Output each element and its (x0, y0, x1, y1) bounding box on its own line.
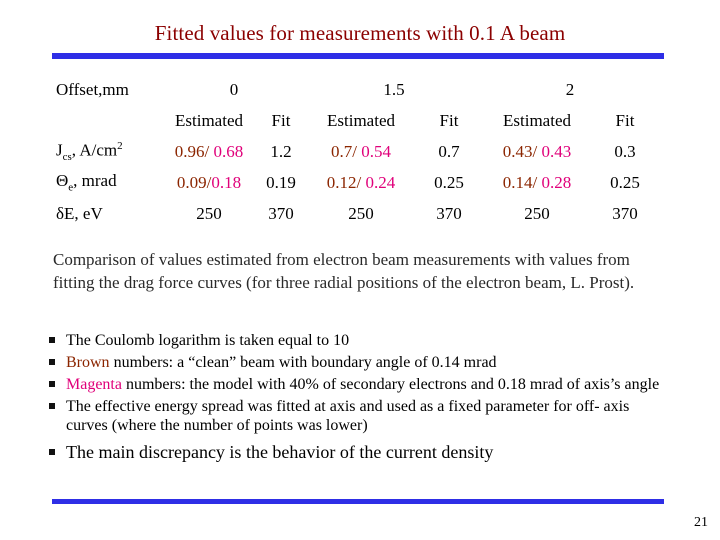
footer-divider (52, 499, 664, 504)
bullet-text: The main discrepancy is the behavior of the current density (66, 442, 494, 462)
table-cell: 250 (196, 203, 222, 223)
row-label-subscript: e (68, 181, 74, 194)
estimated-clean-value: 0.12/ (326, 172, 362, 192)
estimated-model-value: 0.28 (537, 172, 572, 192)
table-cell (306, 167, 416, 198)
estimated-model-value: 0.54 (356, 141, 391, 161)
column-header: Estimated (175, 110, 243, 130)
table-cell (482, 136, 592, 167)
list-item (48, 375, 663, 394)
estimated-clean-value: 0.14/ (502, 172, 538, 192)
square-bullet-icon (49, 403, 55, 409)
table-cell: 250 (524, 203, 550, 223)
square-bullet-icon (49, 449, 55, 455)
bullet-text: The effective energy spread was fitted at axis and used as a fixed parameter for off- axis curves (where the number of points was lower) (66, 398, 630, 434)
table-row (56, 136, 658, 167)
square-bullet-icon (49, 381, 55, 387)
row-label-unit: , mrad (73, 171, 117, 191)
list-item (48, 353, 663, 372)
column-header: Fit (615, 110, 635, 130)
table-cell (162, 136, 256, 167)
table-row (56, 105, 658, 136)
table-row (56, 198, 658, 229)
row-label-main: Θ (56, 171, 69, 191)
square-bullet-icon (49, 337, 55, 343)
column-header: Fit (439, 110, 459, 130)
table-row (56, 74, 658, 105)
estimated-model-value: 0.43 (537, 141, 572, 161)
table-cell: 370 (612, 203, 638, 223)
estimated-clean-value: 0.09/ (176, 172, 212, 192)
row-label-subscript: cs (62, 151, 72, 164)
column-header: Estimated (327, 110, 395, 130)
table-caption: Comparison of values estimated from electron beam measurements with values from fitting the drag force curves (for three radial positions of the electron beam, L. Prost). (53, 250, 635, 292)
table-cell (482, 167, 592, 198)
table-cell: 0.7 (438, 141, 460, 161)
table-cell: 0.19 (266, 172, 296, 192)
table-cell: 1.2 (270, 141, 292, 161)
offset-0-header: 0 (229, 79, 239, 99)
square-bullet-icon (49, 359, 55, 365)
row-label-main: J (56, 140, 63, 160)
notes-list (48, 331, 663, 466)
fitted-values-table (56, 74, 658, 229)
bullet-text: The Coulomb logarithm is taken equal to 10 (66, 332, 350, 349)
estimated-clean-value: 0.7/ (331, 141, 357, 161)
table-cell (306, 136, 416, 167)
offset-label: Offset,mm (56, 79, 129, 99)
estimated-model-value: 0.18 (211, 172, 242, 192)
table-cell: 370 (436, 203, 462, 223)
row-label-superscript: 2 (117, 139, 123, 152)
estimated-clean-value: 0.43/ (502, 141, 538, 161)
list-item (48, 331, 663, 350)
estimated-clean-value: 0.96/ (174, 141, 210, 161)
table-cell: 370 (268, 203, 294, 223)
offset-1-5-header: 1.5 (383, 79, 405, 99)
row-label-main: δE, eV (56, 203, 103, 223)
magenta-keyword: Magenta (66, 376, 122, 393)
table-cell (162, 167, 256, 198)
row-label (56, 167, 162, 198)
bullet-text: numbers: the model with 40% of secondary electrons and 0.18 mrad of axis’s angle (121, 376, 660, 393)
table-row (56, 167, 658, 198)
list-item (48, 441, 663, 463)
column-header: Fit (271, 110, 291, 130)
bullet-text: numbers: a “clean” beam with boundary angle of 0.14 mrad (109, 354, 497, 371)
row-label (56, 198, 162, 229)
offset-2-header: 2 (565, 79, 575, 99)
table-cell: 0.25 (434, 172, 464, 192)
table-cell: 0.25 (610, 172, 640, 192)
row-label-unit: , A/cm (71, 140, 118, 160)
brown-keyword: Brown (66, 354, 110, 371)
table-cell: 0.3 (614, 141, 636, 161)
row-label (56, 136, 162, 167)
table-cell: 250 (348, 203, 374, 223)
slide-title: Fitted values for measurements with 0.1 A beam (154, 21, 566, 45)
estimated-model-value: 0.24 (361, 172, 396, 192)
list-item (48, 397, 663, 435)
page-number: 21 (694, 515, 708, 530)
title-divider (52, 53, 664, 59)
column-header: Estimated (503, 110, 571, 130)
estimated-model-value: 0.68 (209, 141, 244, 161)
